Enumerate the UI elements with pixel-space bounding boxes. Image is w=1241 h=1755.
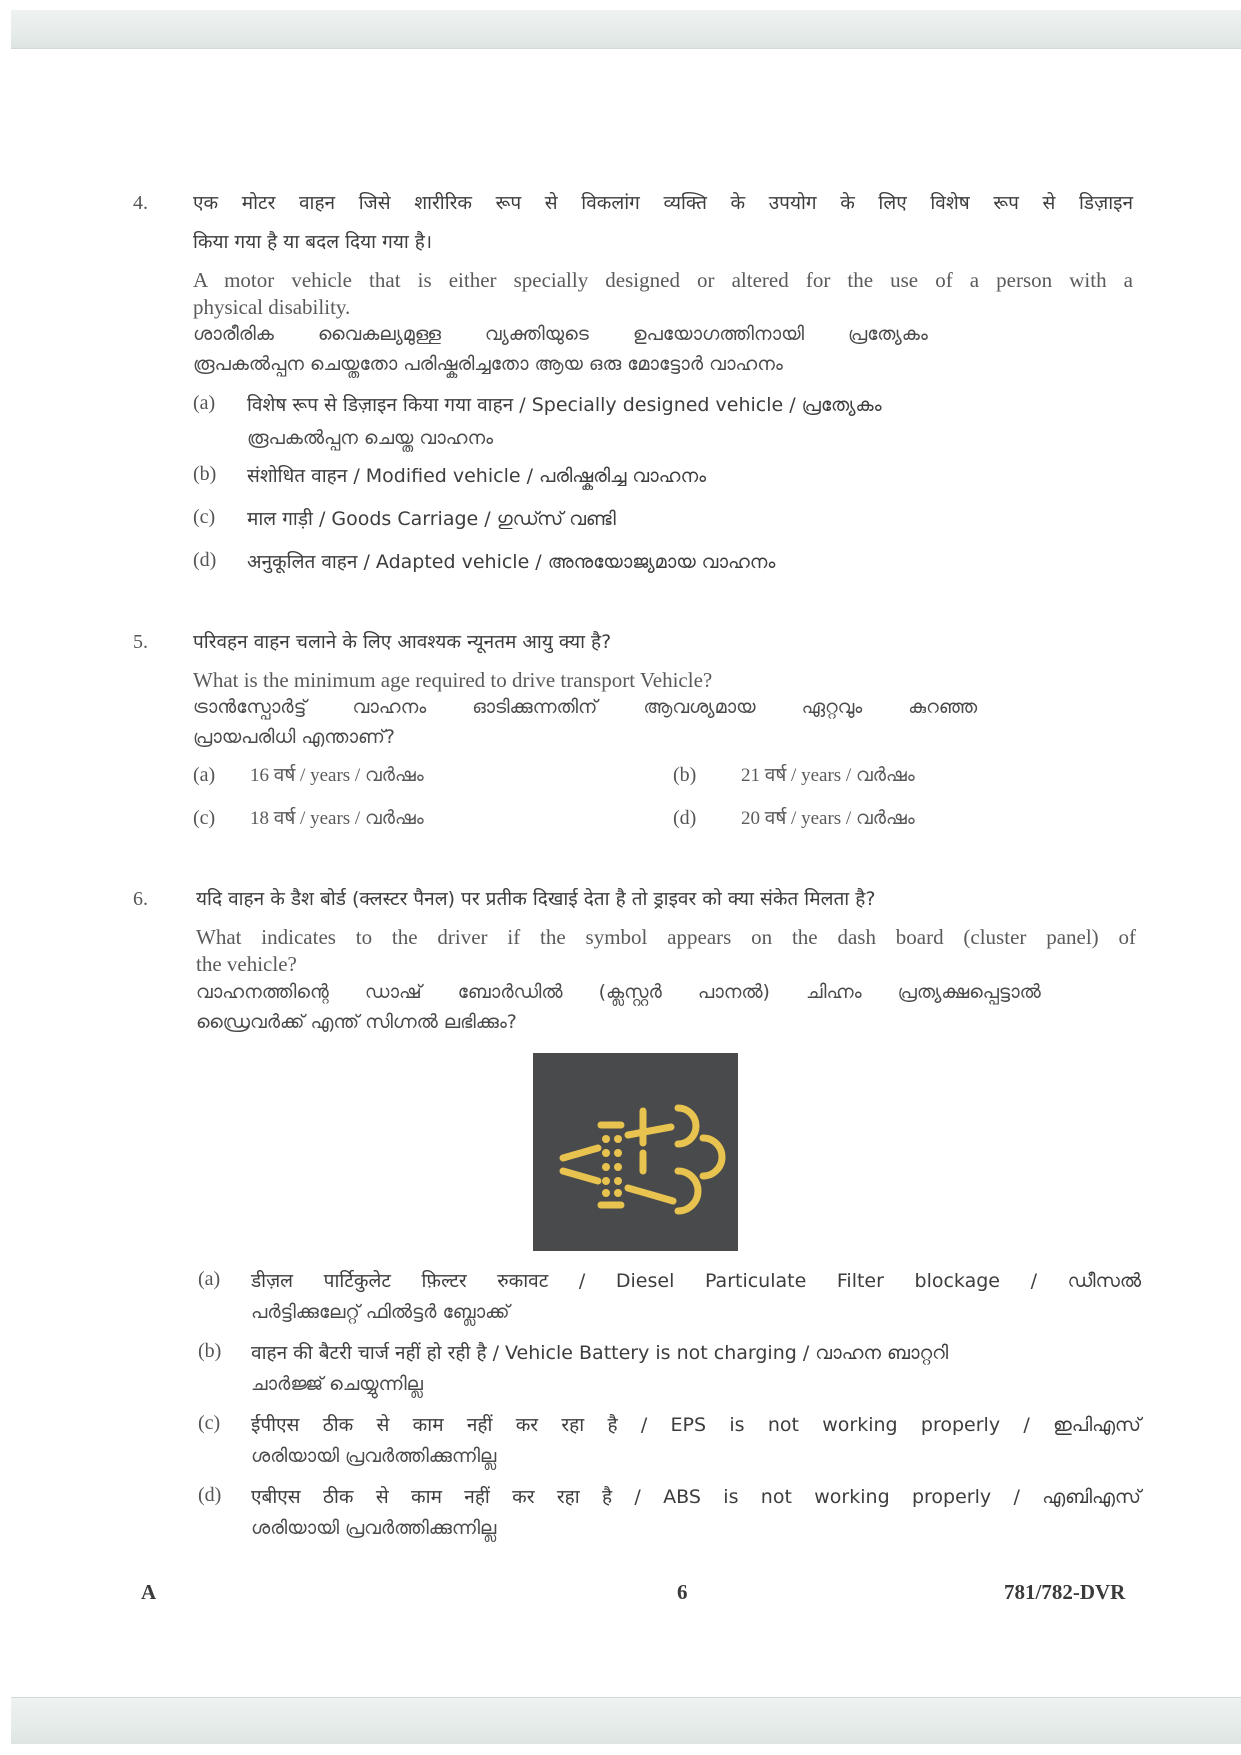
option-text-line1: अनुकूलित वाहन / Adapted vehicle / അനുയോജ്യമായ വാഹനം (247, 551, 776, 573)
question-malayalam-line1: ശാരീരിക വൈകല്യമുള്ള വ്യക്തിയുടെ ഉപയോഗത്തിനായി പ്രത്യേകം (193, 323, 928, 345)
option-label: (d) (193, 549, 217, 571)
option-label: (c) (193, 807, 216, 829)
option-text-line2: രൂപകൽപ്പന ചെയ്ത വാഹനം (247, 427, 494, 449)
question-malayalam-line1: വാഹനത്തിന്റെ ഡാഷ് ബോർഡിൽ (ക്ലസ്റ്റർ പാനൽ) ചിഹ്നം പ്രത്യക്ഷപ്പെട്ടാൽ (196, 981, 1041, 1003)
option-text-line2: ചാർജ്ജ് ചെയ്യുന്നില്ല (251, 1373, 423, 1395)
question-hindi-line1: एक मोटर वाहन जिसे शारीरिक रूप से विकलांग व्यक्ति के उपयोग के लिए विशेष रूप से डिज़ाइन (193, 192, 1133, 214)
option-text-line1: एबीएस ठीक से काम नहीं कर रहा है / ABS is not working properly / എബിഎസ് (251, 1486, 1141, 1508)
footer-paper-code: 781/782-DVR (1004, 1580, 1126, 1604)
option-text-line2: ശരിയായി പ്രവർത്തിക്കുന്നില്ല (251, 1445, 497, 1467)
option-label: (d) (673, 807, 697, 829)
option-label: (a) (193, 764, 216, 786)
option-text-line1: 20 वर्ष / years / വർഷം (741, 808, 915, 829)
option-text-line1: ईपीएस ठीक से काम नहीं कर रहा है / EPS is not working properly / ഇപിഎസ് (251, 1414, 1141, 1436)
footer-page-number: 6 (677, 1580, 688, 1604)
option-label: (b) (673, 764, 697, 786)
question-malayalam-line2: പ്രായപരിധി എന്താണ്? (193, 726, 395, 748)
option-text-line1: 21 वर्ष / years / വർഷം (741, 765, 915, 786)
question-hindi-line2: किया गया है या बदल दिया गया है। (193, 231, 433, 253)
option-text-line1: विशेष रूप से डिज़ाइन किया गया वाहन / Specially designed vehicle / പ്രത്യേകം (247, 394, 882, 416)
option-text-line1: माल गाड़ी / Goods Carriage / ഗുഡ്സ് വണ്ടി (247, 508, 616, 530)
option-label: (b) (198, 1340, 222, 1362)
option-text-line1: वाहन की बैटरी चार्ज नहीं हो रही है / Vehicle Battery is not charging / വാഹന ബാറ്ററി (251, 1342, 949, 1364)
option-label: (c) (198, 1412, 221, 1434)
question-number: 5. (133, 631, 148, 653)
option-text-line1: डीज़ल पार्टिकुलेट फ़िल्टर रुकावट / Diesel Particulate Filter blockage / ഡീസൽ (251, 1270, 1141, 1292)
question-malayalam-line2: രൂപകൽപ്പന ചെയ്തതോ പരിഷ്കരിച്ചതോ ആയ ഒരു മോട്ടോർ വാഹനം (193, 353, 783, 375)
question-number: 6. (133, 888, 148, 910)
question-english-line2: the vehicle? (196, 952, 297, 976)
question-english-line1: What is the minimum age required to drive transport Vehicle? (193, 668, 713, 692)
footer-booklet-code: A (141, 1580, 157, 1604)
scan-bottom-band (11, 1697, 1241, 1744)
question-malayalam-line2: ഡ്രൈവർക്ക് എന്ത് സിഗ്നൽ ലഭിക്കും? (196, 1011, 517, 1033)
scan-top-band (11, 10, 1241, 49)
option-label: (a) (193, 392, 216, 414)
diesel-particulate-filter-warning-icon (533, 1053, 738, 1251)
question-hindi-line1: परिवहन वाहन चलाने के लिए आवश्यक न्यूनतम आयु क्या है? (193, 631, 612, 653)
option-label: (c) (193, 506, 216, 528)
question-hindi-line1: यदि वाहन के डैश बोर्ड (क्लस्टर पैनल) पर प्रतीक दिखाई देता है तो ड्राइवर को क्या संकेत मिलता है? (196, 888, 876, 910)
option-text-line2: പർട്ടിക്കുലേറ്റ് ഫിൽട്ടർ ബ്ലോക്ക് (251, 1301, 510, 1323)
question-english-line2: physical disability. (193, 295, 351, 319)
question-english-line1: What indicates to the driver if the symbol appears on the dash board (cluster panel) of (196, 925, 1136, 949)
option-label: (b) (193, 463, 217, 485)
option-text-line1: 16 वर्ष / years / വർഷം (250, 765, 424, 786)
option-label: (d) (198, 1484, 222, 1506)
question-number: 4. (133, 192, 148, 214)
question-malayalam-line1: ട്രാൻസ്പോർട്ട് വാഹനം ഓടിക്കുന്നതിന് ആവശ്യമായ ഏറ്റവും കുറഞ്ഞ (193, 696, 978, 718)
option-text-line2: ശരിയായി പ്രവർത്തിക്കുന്നില്ല (251, 1517, 497, 1539)
option-text-line1: संशोधित वाहन / Modified vehicle / പരിഷ്കരിച്ച വാഹനം (247, 465, 707, 487)
option-text-line1: 18 वर्ष / years / വർഷം (250, 808, 424, 829)
option-label: (a) (198, 1268, 221, 1290)
question-english-line1: A motor vehicle that is either specially designed or altered for the use of a person with a (193, 268, 1133, 292)
